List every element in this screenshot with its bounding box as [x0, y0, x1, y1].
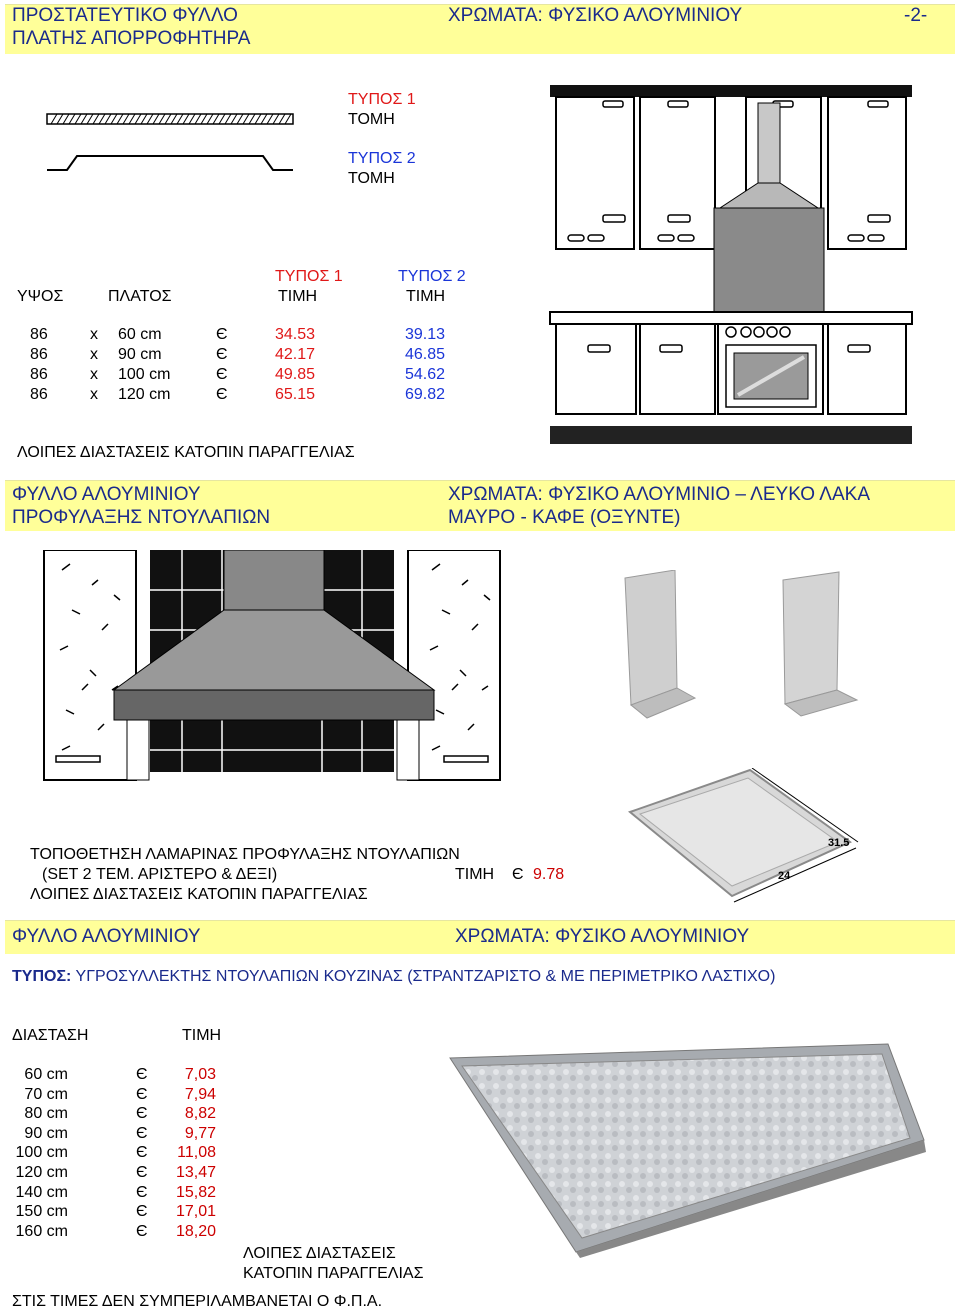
type2-sub: ΤΟΜΗ — [348, 170, 395, 187]
table1-width: 100 cm — [118, 366, 171, 383]
table3-size: 160 cm — [15, 1222, 68, 1240]
table1-currency: Є — [216, 326, 228, 343]
table3-size: 90 cm — [24, 1124, 68, 1142]
table3-price: 7,03 — [184, 1066, 216, 1083]
table1-height: 86 — [30, 386, 48, 403]
col-width: ΠΛΑΤΟΣ — [108, 288, 172, 305]
table3-currency: Є — [136, 1066, 148, 1083]
col-type1: ΤΥΠΟΣ 1 — [275, 268, 343, 285]
table1-height: 86 — [30, 326, 48, 343]
section2-caption2: (SET 2 ΤΕΜ. ΑΡΙΣΤΕΡΟ & ΔΕΞΙ) — [42, 866, 278, 883]
table3-currency: Є — [136, 1183, 148, 1201]
table1-price-type2: 46.85 — [405, 346, 446, 363]
drip-tray-photo — [436, 1040, 930, 1260]
table3-price: 7,94 — [184, 1085, 216, 1103]
table3-price: 11,08 — [177, 1144, 216, 1162]
section2-caption1: ΤΟΠΟΘΕΤΗΣΗ ΛΑΜΑΡΙΝΑΣ ΠΡΟΦΥΛΑΞΗΣ ΝΤΟΥΛΑΠΙΩΝ — [30, 846, 460, 863]
table3-currency: Є — [136, 1105, 148, 1123]
col-dimension: ΔΙΑΣΤΑΣΗ — [12, 1027, 89, 1044]
table1-x: x — [90, 386, 98, 403]
table1-height: 86 — [30, 346, 48, 363]
tray-dimension-2: 24 — [778, 870, 791, 882]
table1-price-type2: 54.62 — [405, 366, 446, 383]
section1-title-line2: ΠΛΑΤΗΣ ΑΠΟΡΡΟΦΗΤΗΡΑ — [12, 28, 251, 49]
footer-vat-note: ΣΤΙΣ ΤΙΜΕΣ ΔΕΝ ΣΥΜΠΕΡΙΛΑΜΒΑΝΕΤΑΙ Ο Φ.Π.Α. — [12, 1293, 383, 1310]
col-type2-price: ΤΙΜΗ — [406, 288, 446, 305]
section3-type-label: ΤΥΠΟΣ: — [12, 968, 72, 985]
section2-colors-line1: ΧΡΩΜΑΤΑ: ΦΥΣΙΚΟ ΑΛΟΥΜΙΝΙΟ – ΛΕΥΚΟ ΛΑΚΑ — [448, 484, 871, 505]
table3-size: 60 cm — [24, 1066, 68, 1083]
section3-note-line1: ΛΟΙΠΕΣ ΔΙΑΣΤΑΣΕΙΣ — [243, 1245, 396, 1262]
table1-x: x — [90, 346, 98, 363]
table3-currency: Є — [136, 1124, 148, 1142]
section1-title-line1: ΠΡΟΣΤΑΤΕΥΤΙΚΟ ΦΥΛΛΟ — [12, 5, 238, 26]
table3-size: 100 cm — [15, 1144, 68, 1162]
table1-height: 86 — [30, 366, 48, 383]
table1-currency: Є — [216, 346, 228, 363]
table3-size: 140 cm — [15, 1183, 68, 1201]
section3-note-line2: ΚΑΤΟΠΙΝ ΠΑΡΑΓΓΕΛΙΑΣ — [243, 1265, 424, 1282]
table3-price: 15,82 — [175, 1183, 216, 1201]
col-price: ΤΙΜΗ — [182, 1027, 222, 1044]
section3-type — [12, 967, 775, 987]
table3-price: 9,77 — [184, 1124, 216, 1142]
table1-width: 120 cm — [118, 386, 171, 403]
table3-size: 120 cm — [15, 1164, 68, 1181]
table3-price: 13,47 — [175, 1164, 216, 1181]
page-number: -2- — [904, 5, 928, 26]
section2-note: ΛΟΙΠΕΣ ΔΙΑΣΤΑΣΕΙΣ ΚΑΤΟΠΙΝ ΠΑΡΑΓΓΕΛΙΑΣ — [30, 886, 368, 903]
table3-price: 8,82 — [184, 1105, 216, 1123]
section2-price-label: ΤΙΜΗ — [455, 866, 495, 883]
section3-colors: ΧΡΩΜΑΤΑ: ΦΥΣΙΚΟ ΑΛΟΥΜΙΝΙΟΥ — [455, 926, 750, 947]
section1-note: ΛΟΙΠΕΣ ΔΙΑΣΤΑΣΕΙΣ ΚΑΤΟΠΙΝ ΠΑΡΑΓΓΕΛΙΑΣ — [17, 444, 355, 461]
table3-currency: Є — [136, 1164, 148, 1181]
table1-x: x — [90, 326, 98, 343]
section2-currency: Є — [512, 866, 524, 883]
section2-title-line2: ΠΡΟΦΥΛΑΞΗΣ ΝΤΟΥΛΑΠΙΩΝ — [12, 507, 271, 528]
table1-price-type2: 69.82 — [405, 386, 446, 403]
table3-size: 80 cm — [24, 1105, 68, 1123]
table1-price-type1: 34.53 — [275, 326, 316, 343]
type1-label: ΤΥΠΟΣ 1 — [348, 91, 416, 108]
kitchen-hood-illustration — [548, 83, 914, 447]
col-type2: ΤΥΠΟΣ 2 — [398, 268, 466, 285]
col-type1-price: ΤΙΜΗ — [278, 288, 318, 305]
type1-section-drawing — [45, 108, 295, 130]
table3-price: 17,01 — [175, 1203, 216, 1221]
table3-size: 150 cm — [15, 1203, 68, 1221]
type1-sub: ΤΟΜΗ — [348, 111, 395, 128]
hood-cabinet-illustration — [42, 550, 502, 782]
table3-currency: Є — [136, 1203, 148, 1221]
tray-dimension-1: 31.5 — [828, 837, 850, 849]
section1-colors: ΧΡΩΜΑΤΑ: ΦΥΣΙΚΟ ΑΛΟΥΜΙΝΙΟΥ — [448, 5, 743, 26]
section3-type-value: ΥΓΡΟΣΥΛΛΕΚΤΗΣ ΝΤΟΥΛΑΠΙΩΝ ΚΟΥΖΙΝΑΣ (ΣΤΡΑΝΤΖΑΡΙΣΤΟ & ΜΕ ΠΕΡΙΜΕΤΡΙΚΟ ΛΑΣΤΙΧΟ) — [71, 968, 776, 985]
section2-title-line1: ΦΥΛΛΟ ΑΛΟΥΜΙΝΙΟΥ — [12, 484, 201, 505]
section2-price: 9.78 — [533, 866, 565, 883]
table3-size: 70 cm — [24, 1085, 68, 1103]
type2-section-drawing — [45, 150, 295, 174]
col-height: ΥΨΟΣ — [17, 288, 64, 305]
table1-price-type1: 42.17 — [275, 346, 316, 363]
table1-currency: Є — [216, 386, 228, 403]
side-panels-photo — [605, 570, 870, 720]
type2-label: ΤΥΠΟΣ 2 — [348, 150, 416, 167]
table3-currency: Є — [136, 1222, 148, 1240]
table3-price: 18,20 — [175, 1222, 216, 1240]
table1-price-type1: 65.15 — [275, 386, 316, 403]
section2-colors-line2: ΜΑΥΡΟ - ΚΑΦΕ (ΟΞΥΝΤΕ) — [448, 507, 681, 528]
table1-width: 90 cm — [118, 346, 162, 363]
table1-price-type1: 49.85 — [275, 366, 316, 383]
table1-price-type2: 39.13 — [405, 326, 446, 343]
table3-currency: Є — [136, 1144, 148, 1162]
table1-x: x — [90, 366, 98, 383]
table1-width: 60 cm — [118, 326, 162, 343]
section3-title: ΦΥΛΛΟ ΑΛΟΥΜΙΝΙΟΥ — [12, 926, 201, 947]
table3-currency: Є — [136, 1085, 148, 1103]
table1-currency: Є — [216, 366, 228, 383]
